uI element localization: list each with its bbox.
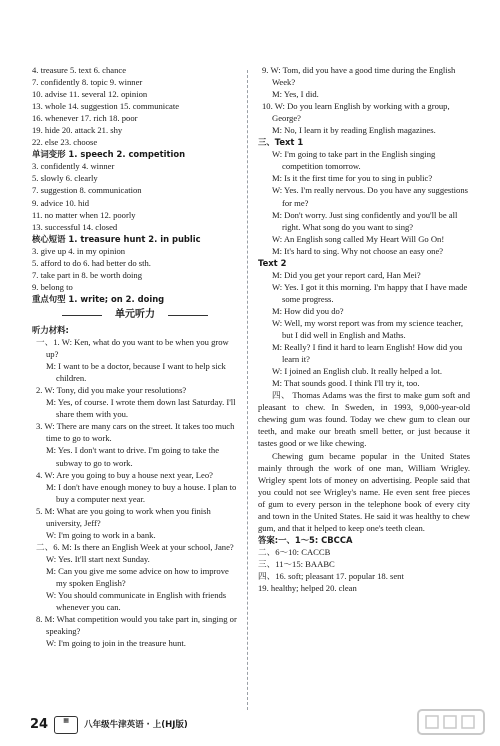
dialogue-line: M: Is it the first time for you to sing in public? — [272, 173, 433, 184]
dialogue-line: 10. W: Do you learn English by working with a group, George? — [262, 101, 450, 124]
publisher-logo: ▦ — [54, 716, 78, 734]
dialogue-line: 二、6. M: Is there an English Week at your school, Jane? — [36, 541, 234, 552]
column-divider — [247, 70, 248, 710]
answer-line: 7. take part in 8. be worth doing — [32, 269, 143, 280]
section-label: 重点句型 1. write; on 2. doing — [32, 293, 165, 304]
answer-line: 13. whole 14. suggestion 15. communicate — [32, 101, 180, 112]
answer-line: 19. hide 20. attack 21. shy — [32, 125, 123, 136]
dialogue-line: W: You should communicate in English with friends whenever you can. — [46, 590, 227, 613]
section-title: 单元听力 — [32, 309, 238, 321]
dialogue-line: 3. W: There are many cars on the street. It takes too much time to go to work. — [36, 421, 235, 444]
section-label: 答案:一、1～5: CBCCA — [258, 534, 353, 545]
dialogue-line: W: Yes. It'll start next Sunday. — [46, 553, 150, 564]
passage-paragraph: 四、 Thomas Adams was the first to make gum soft and pleasant to chew. In Sweden, in 1993, 9,000-year-old chewing gum was found. Today we chew gum to clean our teeth, and make our breath smell better, or just because it tastes good or we like chewing. — [258, 390, 470, 449]
book-title: 八年级牛津英语 · 上(HJ版) — [84, 719, 188, 730]
dialogue-line: W: Yes. I'm really nervous. Do you have any suggestions for me? — [272, 185, 468, 208]
section-label: Text 2 — [258, 257, 287, 268]
answer-line: 5. afford to do 6. had better do sth. — [32, 257, 151, 268]
answer-line: 5. slowly 6. clearly — [32, 173, 98, 184]
answer-line: 二、6～10: CACCB — [258, 546, 331, 557]
page-footer — [30, 716, 188, 734]
answer-line: 3. confidently 4. winner — [32, 161, 115, 172]
dialogue-line: M: Don't worry. Just sing confidently and you'll be all right. What song do you want to sing? — [272, 209, 458, 232]
dialogue-line: M: I don't have enough money to buy a house. I plan to buy a computer next year. — [46, 481, 237, 504]
dialogue-line: 2. W: Tony, did you make your resolutions? — [36, 385, 187, 396]
answer-line: 9. advice 10. hid — [32, 197, 90, 208]
dialogue-line: W: Well, my worst report was from my science teacher, but I did well in English and Maths. — [272, 317, 464, 341]
section-label: 三、Text 1 — [258, 137, 304, 148]
dialogue-line: M: It's hard to sing. Why not choose an easy one? — [272, 245, 444, 256]
section-label: 核心短语 1. treasure hunt 2. in public — [32, 233, 201, 244]
passage-paragraph: Chewing gum became popular in the United States mainly through the work of one man, William Wrigley. Wrigley spent lots of money on advertising. People said that you could not see Wrigley's name. He even sent free pieces of gum to every person in the telephone book of every city and town in the United States. He said it was healthy to chew gum, and that it helped to keep one's teeth clean. — [258, 450, 470, 533]
dialogue-line: M: Can you give me some advice on how to improve my spoken English? — [46, 565, 229, 588]
answer-line: 4. treasure 5. text 6. chance — [32, 65, 127, 75]
dialogue-line: W: I'm going to take part in the English singing competition tomorrow. — [272, 149, 436, 172]
dialogue-line: M: Really? I find it hard to learn English! How did you learn it? — [272, 342, 463, 365]
section-label: 听力材料: — [32, 324, 69, 335]
answer-line: 10. advise 11. several 12. opinion — [32, 89, 148, 100]
dialogue-line: M: I want to be a doctor, because I want to help sick children. — [46, 361, 226, 384]
answer-line: 16. whenever 17. rich 18. poor — [32, 113, 138, 124]
answer-line: 13. successful 14. closed — [32, 221, 118, 232]
dialogue-line: 8. M: What competition would you take part in, singing or speaking? — [36, 614, 237, 637]
dialogue-line: W: Yes. I got it this morning. I'm happy that I have made some progress. — [272, 281, 468, 304]
dialogue-line: 4. W: Are you going to buy a house next year, Leo? — [36, 469, 213, 480]
section-label: 单词变形 1. speech 2. competition — [32, 149, 186, 160]
dialogue-line: M: Yes, I did. — [272, 89, 319, 100]
dialogue-line: M: No, I learn it by reading English magazines. — [272, 125, 436, 136]
answer-line: 9. belong to — [32, 281, 73, 292]
answer-line: 7. confidently 8. topic 9. winner — [32, 77, 143, 88]
watermark-logo — [416, 706, 486, 738]
dialogue-line: M: Did you get your report card, Han Mei? — [272, 269, 421, 280]
dialogue-line: M: How did you do? — [272, 305, 344, 316]
answer-line: 四、16. soft; pleasant 17. popular 18. sent — [258, 570, 404, 581]
answer-line: 19. healthy; helped 20. clean — [258, 583, 357, 594]
dialogue-line: W: I'm going to work in a bank. — [46, 529, 156, 540]
dialogue-line: M: Yes. I don't want to drive. I'm going to take the subway to go to work. — [46, 445, 220, 468]
dialogue-line: 一、1. W: Ken, what do you want to be when you grow up? — [36, 337, 229, 360]
dialogue-line: 9. W: Tom, did you have a good time during the English Week? — [262, 65, 456, 88]
dialogue-line: W: An English song called My Heart Will Go On! — [272, 233, 445, 244]
answer-line: 7. suggestion 8. communication — [32, 185, 142, 196]
left-column — [32, 64, 238, 649]
dialogue-line: 5. M: What are you going to work when you finish university, Jeff? — [36, 505, 211, 528]
answer-line: 22. else 23. choose — [32, 137, 98, 148]
answer-line: 三、11～15: BAABC — [258, 558, 335, 569]
answer-line: 11. no matter when 12. poorly — [32, 209, 136, 220]
dialogue-line: W: I'm going to join in the treasure hunt. — [46, 638, 186, 649]
dialogue-line: M: That sounds good. I think I'll try it, too. — [272, 378, 420, 389]
page-number: 24 — [30, 716, 49, 732]
dialogue-line: W: I joined an English club. It really helped a lot. — [272, 366, 443, 377]
answer-line: 3. give up 4. in my opinion — [32, 245, 126, 256]
dialogue-line: M: Yes, of course. I wrote them down last Saturday. I'll share them with you. — [46, 397, 236, 420]
right-column — [258, 64, 470, 594]
